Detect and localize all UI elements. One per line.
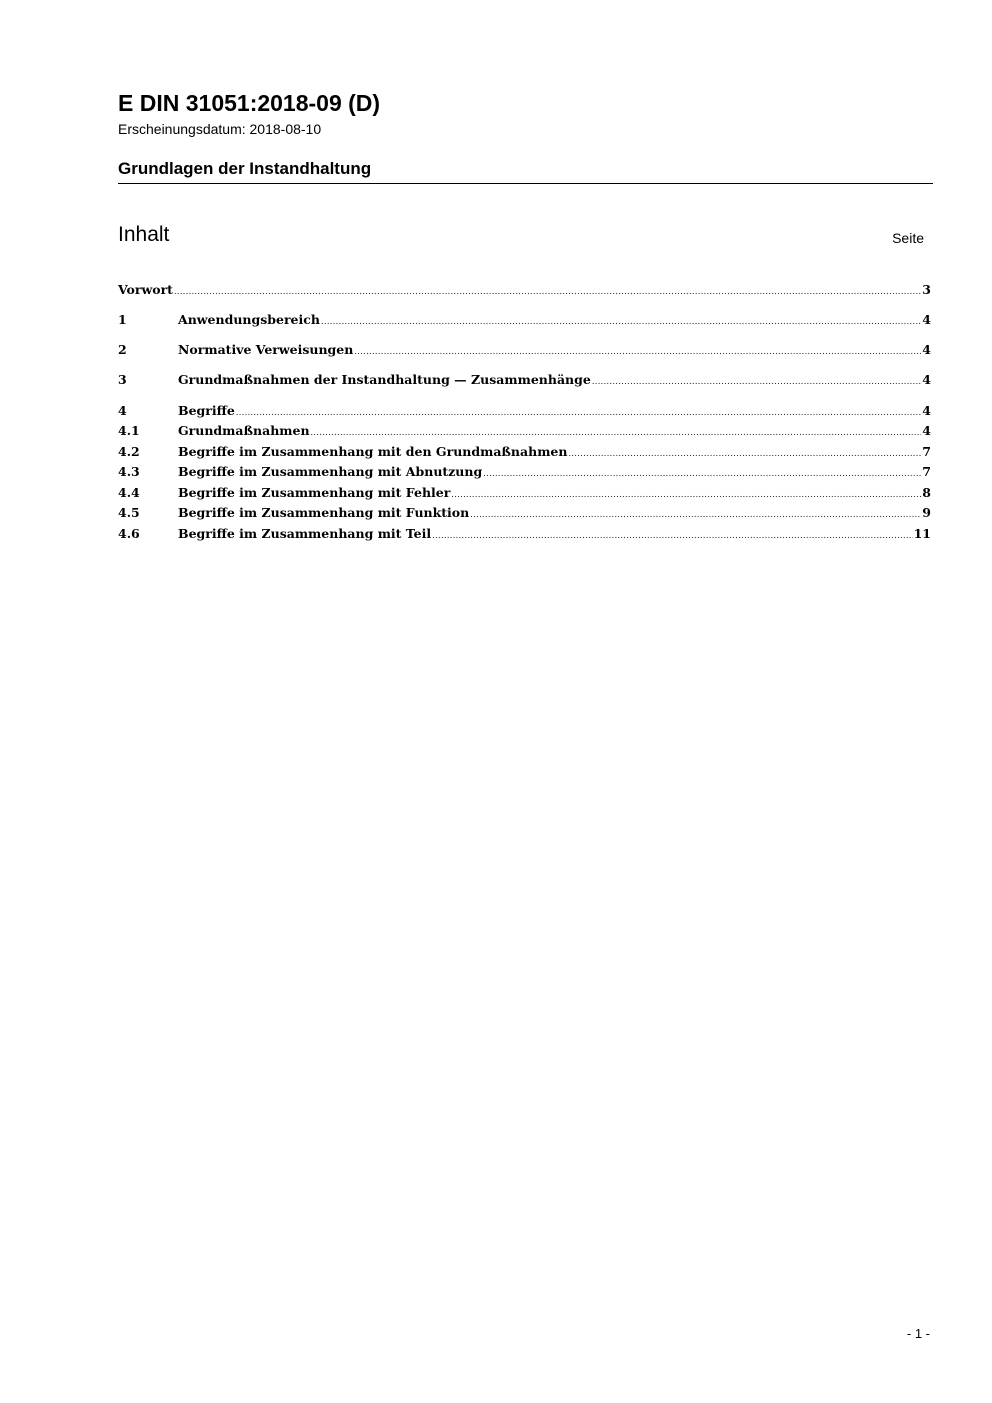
toc-entry-page: 4 xyxy=(922,403,931,418)
toc-entry-number: 4.5 xyxy=(118,505,140,520)
toc-entry-4-6[interactable] xyxy=(118,525,931,543)
toc-entry-page: 9 xyxy=(922,505,931,520)
toc-entry-number: 3 xyxy=(118,372,127,387)
toc-leader xyxy=(568,445,921,463)
toc-entry-text: Normative Verweisungen xyxy=(178,342,354,357)
document-title: Grundlagen der Instandhaltung xyxy=(118,159,372,178)
toc-entry-text: Begriffe im Zusammenhang mit Abnutzung xyxy=(178,464,483,479)
toc-leader xyxy=(321,313,921,331)
toc-entry-4[interactable] xyxy=(118,402,931,420)
toc-entry-number: 4 xyxy=(118,403,127,418)
toc-entry-2[interactable] xyxy=(118,341,931,359)
toc-entry-text: Grundmaßnahmen der Instandhaltung — Zusammenhänge xyxy=(178,372,591,387)
toc-entry-page: 7 xyxy=(922,444,931,459)
toc-entry-text: Vorwort xyxy=(118,282,173,297)
toc-entry-number: 4.3 xyxy=(118,464,140,479)
toc-leader xyxy=(483,465,921,483)
toc-entry-4-1[interactable] xyxy=(118,422,931,440)
toc-leader xyxy=(311,424,922,442)
toc-entry-text: Begriffe im Zusammenhang mit Funktion xyxy=(178,505,470,520)
toc-entry-number: 4.4 xyxy=(118,485,140,500)
page-column-label: Seite xyxy=(892,230,924,246)
toc-heading: Inhalt xyxy=(118,223,170,246)
toc-entry-page: 4 xyxy=(922,342,931,357)
toc-entry-4-2[interactable] xyxy=(118,443,931,461)
title-divider xyxy=(118,183,933,184)
toc-entry-text: Begriffe im Zusammenhang mit Teil xyxy=(178,526,432,541)
toc-entry-text: Anwendungsbereich xyxy=(178,312,320,327)
toc-entry-page: 4 xyxy=(922,423,931,438)
toc-entry-4-3[interactable] xyxy=(118,463,931,481)
toc-entry-page: 7 xyxy=(922,464,931,479)
toc-entry-text: Begriffe im Zusammenhang mit Fehler xyxy=(178,485,451,500)
toc-entry-number: 4.6 xyxy=(118,526,140,541)
toc-entry-page: 8 xyxy=(922,485,931,500)
toc-entry-page: 4 xyxy=(922,372,931,387)
toc-entry-number: 4.1 xyxy=(118,423,140,438)
toc-entry-page: 3 xyxy=(922,282,931,297)
toc-entry-number: 2 xyxy=(118,342,127,357)
toc-entry-4-5[interactable] xyxy=(118,504,931,522)
toc-entry-number: 4.2 xyxy=(118,444,140,459)
toc-entry-page: 4 xyxy=(922,312,931,327)
toc-leader xyxy=(470,506,921,524)
toc-leader xyxy=(236,404,921,422)
toc-leader xyxy=(451,486,921,504)
toc-leader xyxy=(592,373,921,391)
toc-entry-3[interactable] xyxy=(118,371,931,389)
toc-entry-text: Begriffe xyxy=(178,403,235,418)
toc-entry-4-4[interactable] xyxy=(118,484,931,502)
toc-entry-1[interactable] xyxy=(118,311,931,329)
publication-date: Erscheinungsdatum: 2018-08-10 xyxy=(118,121,322,137)
page-number: - 1 - xyxy=(906,1326,930,1341)
toc-entry-text: Begriffe im Zusammenhang mit den Grundmaßnahmen xyxy=(178,444,568,459)
toc-entry-text: Grundmaßnahmen xyxy=(178,423,310,438)
toc-leader xyxy=(174,283,921,301)
document-id: E DIN 31051:2018-09 (D) xyxy=(118,90,381,116)
toc-entry-vorwort[interactable] xyxy=(118,281,931,299)
toc-entry-page: 11 xyxy=(913,526,931,541)
toc-entry-number: 1 xyxy=(118,312,127,327)
toc-leader xyxy=(432,527,912,545)
toc-leader xyxy=(354,343,921,361)
